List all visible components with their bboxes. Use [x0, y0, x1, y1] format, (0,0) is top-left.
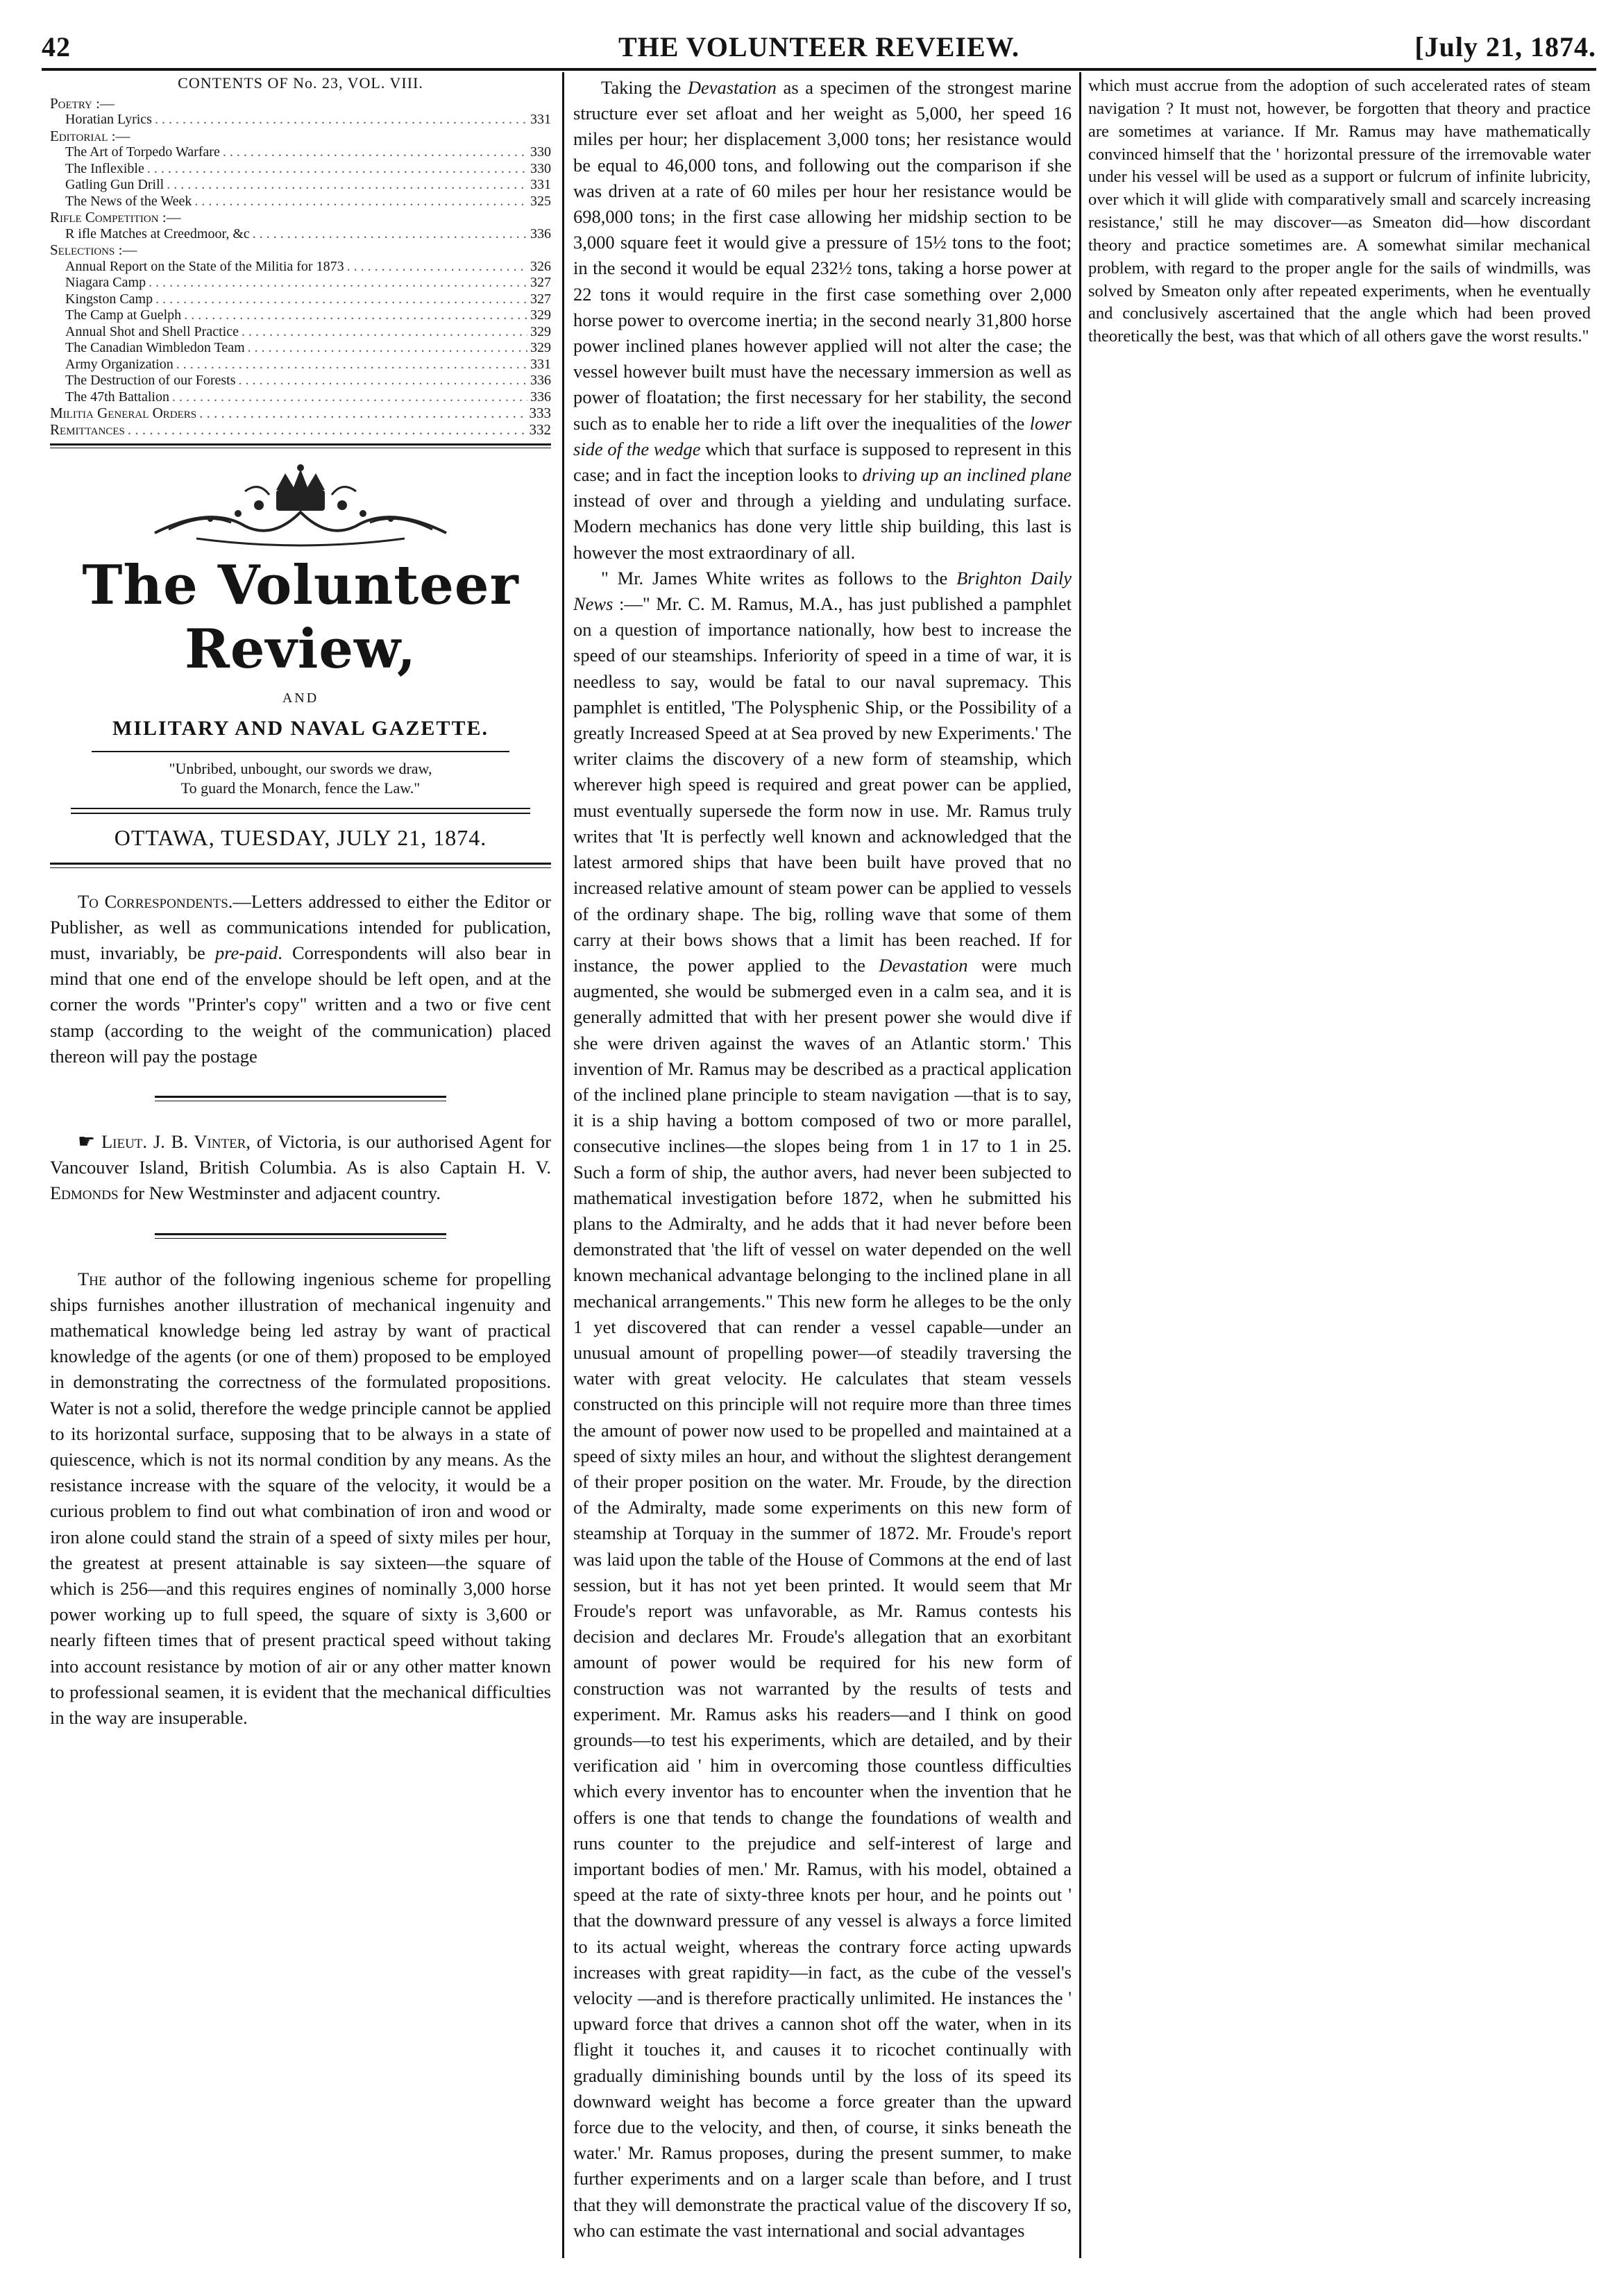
- contents-item: [50, 226, 551, 243]
- article-paragraph-continued: [1088, 75, 1591, 348]
- contents-item-page: 336: [530, 373, 551, 388]
- contents-item-label: The Destruction of our Forests: [65, 373, 236, 388]
- dateline-rule: [50, 863, 551, 868]
- article-paragraph: [573, 566, 1072, 2244]
- column-3: [1088, 75, 1591, 348]
- contents-item-label: The Camp at Guelph: [65, 307, 182, 323]
- contents-heading: Rifle Competition :—: [50, 209, 181, 226]
- masthead-motto: [50, 759, 551, 798]
- contents-item: [50, 194, 551, 210]
- contents-heading: Remittances: [50, 421, 125, 438]
- article-text: as a specimen of the strongest marine structure ever set afloat and her weight as 5,000, her speed 16 miles per hour; her displacement 3,000 tons; her resistance would be equal to 46,000 tons, and following out the comparison if she was driven at a rate of 60 miles per hour her resistance would be 698,000 tons; in the first case allowing her midship section to be 3,000 square feet it would give a pressure of 15½ tons to the foot; in the second it would be equal 232½ tons, taking a horse power at 22 tons it would require in the first case something over 2,000 horse power to overcome inertia; in the second nearly 31,800 horse power inclined planes however applied will not alter the case; the vessel however built must have the necessary immersion as well as power of floatation; the first necessary for her stability, the second such as to enable her to ride a lift over the inequalities of the: [573, 77, 1072, 434]
- contents-heading: Selections :—: [50, 241, 137, 258]
- header-rule: [42, 68, 1596, 71]
- contents-item-label: Army Organization: [65, 356, 174, 372]
- correspondents-notice: [50, 889, 551, 1069]
- contents-item-label: Horatian Lyrics: [65, 112, 152, 127]
- contents-item: [50, 307, 551, 324]
- agent-notice: [50, 1129, 551, 1207]
- contents-item-page: 329: [530, 340, 551, 355]
- contents-heading: Editorial :—: [50, 127, 130, 144]
- contents-heading-row: [50, 422, 551, 439]
- contents-item-page: 327: [530, 291, 551, 307]
- contents-item: [50, 259, 551, 275]
- contents-item: [50, 389, 551, 406]
- contents-item-page: 326: [530, 258, 551, 274]
- article-text: were much augmented, she would be submerged even in a calm sea, and it is generally admitted that with her present power she would dive if she were driven against the waves of an Atlantic storm.' This invention of Mr. Ramus may be described as a practical application of the inclined plane principle to steam navigation —that is to say, it is a ship having a bottom composed of two or more parallel, consecutive inclines—the slopes being from 1 in 17 to 1 in 25. Such a form of ship, the author avers, had never been subjected to mathematical investigation before 1872, when he submitted his plans to the Admiralty, and he adds that it had never before been demonstrated that 'the lift of vessel on water depended on the well known mechanical advantage belonging to the inclined plane in all mechanical arrangements." This new form he alleges to be the only 1 yet discovered that can render a vessel capable—under an unusual amount of propelling power—of steadily traversing the water with great velocity. He calculates that steam vessels constructed on this principle will not require more than three times the amount of power now used to be propelled and maintained at a speed of sixty miles an hour, and without the slightest derangement of their proper position on the water. Mr. Froude, by the direction of the Admiralty, made some experiments on this new form of steamship at Torquay in the summer of 1872. Mr. Froude's report was laid upon the table of the House of Commons at the end of last session, but it has not yet been printed. It would seem that Mr Froude's report was unfavorable, as Mr. Ramus contests his decision and declares Mr. Froude's allegation that an exorbitant amount of power would be required for his new form of construction was not warranted by the results of tests and experiment. Mr. Ramus asks his readers—and I think on good grounds—to test his experiments, which are detailed, and by their verification aid ' him in overcoming those countless difficulties which every inventor has to encounter when the invention that he offers is one that tends to change the foundations of wealth and runs counter to the prejudice and self-interest of large and important bodies of men.' Mr. Ramus, with his model, obtained a speed at the rate of sixty-three knots per hour, and he points out ' that the downward pressure of any vessel is always a force limited to its actual weight, whereas the contrary force acting upwards increases with great rapidity—in fact, as the cube of the vessel's velocity —and is therefore practically unlimited. He instances the ' upward force that drives a cannon shot off the water, when in its flight it touches it, and causes it to ricochet continually with gradually diminishing bounds until by the loss of its speed its downward weight has become a force greater than the upward force due to the velocity, and then, of course, it sinks beneath the water.' Mr. Ramus proposes, during the present summer, to make further experiments and on a larger scale than before, and I trust that they will demonstrate the practical value of the discovery If so, who can estimate the vast international and social advantages: [573, 954, 1072, 2241]
- contents-item-page: 331: [530, 112, 551, 127]
- agent-text: for New Westminster and adjacent country.: [118, 1182, 441, 1204]
- crown-ornament-icon: [127, 464, 474, 547]
- contents-item-label: The News of the Week: [65, 193, 192, 209]
- running-date: [July 21, 1874.: [1414, 31, 1596, 62]
- contents-item-label: The 47th Battalion: [65, 389, 169, 405]
- contents-box: [50, 75, 551, 438]
- contents-item-page: 331: [530, 356, 551, 372]
- correspondents-emphasis: pre-paid: [214, 942, 278, 964]
- contents-item: [50, 112, 551, 128]
- contents-item: [50, 275, 551, 291]
- contents-heading: Militia General Orders: [50, 405, 197, 421]
- contents-item-label: Gatling Gun Drill: [65, 177, 164, 192]
- correspondents-text: —Letters addressed to either the Editor or Publisher, as well as communications intended for publication, must, invariably, be: [50, 890, 551, 964]
- contents-item-page: 336: [530, 389, 551, 405]
- contents-item: [50, 291, 551, 308]
- contents-item-label: Kingston Camp: [65, 291, 153, 307]
- contents-item-page: 330: [530, 160, 551, 176]
- running-title: THE VOLUNTEER REVEIEW.: [618, 31, 1020, 62]
- article-emphasis: lower side of the wedge: [573, 412, 1072, 459]
- contents-item-label: The Canadian Wimbledon Team: [65, 340, 245, 355]
- dateline: OTTAWA, TUESDAY, JULY 21, 1874.: [114, 825, 487, 851]
- article-text: author of the following ingenious scheme for propelling ships furnishes another illustration of mechanical ingenuity and mathematical knowledge being led astray by want of practical knowledge of the agents (or one of them) proposed to be employed in demonstrating the correctness of the formulated propositions. Water is not a solid, therefore the wedge principle cannot be applied to its horizontal surface, supposing that to be always in a state of quiescence, which is not its normal condition by any means. As the resistance increase with the square of the velocity, it would be a curious problem to find out what combination of iron and wood or iron alone could stand the strain of a speed of sixty miles per hour, the greatest at present attainable is say sixteen—the square of which is 256—and this requires engines of nominally 3,000 horse power working up to full speed, the square of sixty is 3,600 or nearly fifteen times that of present practical speed without taking into account resistance by motion of air or any other matter known to professional seamen, it is evident that the mechanical difficulties in the way are insuperable.: [50, 1268, 551, 1729]
- article-text: instead of over and through a yielding and undulating surface. Modern mechanics has done very little ship building, this last is however the most extraordinary of all.: [573, 490, 1072, 563]
- agent-text: of Victoria, is our authorised Agent for Vancouver Island, British Columbia. As is also Captain H. V.: [50, 1131, 552, 1178]
- pointing-hand-icon: ☛: [78, 1131, 96, 1153]
- contents-item: [50, 373, 551, 389]
- masthead-and: AND: [282, 690, 319, 706]
- article-text: Taking the: [601, 77, 688, 98]
- contents-item-label: R ifle Matches at Creedmoor, &c: [65, 226, 250, 241]
- motto-line: To guard the Monarch, fence the Law.": [180, 779, 421, 797]
- contents-item-page: 336: [530, 226, 551, 241]
- contents-item: [50, 177, 551, 194]
- article-text: :—" Mr. C. M. Ramus, M.A., has just published a pamphlet on a question of importance nationally, how best to increase the speed of our steamships. Inferiority of speed in a time of war, it is needless to say, would be fatal to our naval supremacy. This pamphlet is entitled, 'The Polysphenic Ship, or the Possibility of a greatly Increased Speed at at Sea proved by new Experiments.' The writer claims the discovery of a new form of steamship, which wherever high speed is required and great power can be applied, must eventually supersede the form now in use. Mr. Ramus truly writes that 'It is perfectly well known and acknowledged that the latest armored ships that have been built have proved that no increased relative amount of steam power can be applied to vessels of the ordinary shape. The big, rolling wave that some of them carry at their bows shows that a limit has been reached. If for instance, the power applied to the: [573, 593, 1072, 976]
- article-emphasis: driving up an inclined plane: [862, 464, 1072, 486]
- contents-item-label: Annual Shot and Shell Practice: [65, 323, 239, 339]
- correspondents-text: . Correspondents will also bear in mind that one end of the envelope should be left open, and at the corner the words "Printer's copy" written and a two or five cent stamp (according to the weight of the communication) placed thereon will pay the postage: [50, 942, 551, 1067]
- column-rule-1: [562, 72, 564, 2258]
- contents-item: [50, 144, 551, 161]
- article-paragraph: [573, 75, 1072, 566]
- contents-item-label: The Inflexible: [65, 160, 144, 176]
- contents-title: CONTENTS OF No. 23, VOL. VIII.: [178, 74, 423, 92]
- motto-line: "Unbribed, unbought, our swords we draw,: [169, 760, 432, 778]
- column-2: [573, 75, 1072, 2244]
- contents-rule: [50, 443, 551, 446]
- contents-item-label: Niagara Camp: [65, 275, 146, 290]
- contents-item-page: 325: [530, 193, 551, 209]
- contents-item: [50, 161, 551, 178]
- contents-item-label: The Art of Torpedo Warfare: [65, 144, 220, 160]
- contents-item-page: 333: [529, 405, 551, 421]
- contents-item: [50, 324, 551, 341]
- column-1: [50, 75, 551, 1731]
- contents-item-page: 330: [530, 144, 551, 160]
- contents-heading-row: [50, 405, 551, 422]
- masthead-rule: [92, 751, 509, 752]
- contents-heading: Poetry :—: [50, 94, 115, 112]
- contents-item-page: 327: [530, 275, 551, 290]
- running-head: [42, 31, 1596, 64]
- contents-item-page: 329: [530, 323, 551, 339]
- section-rule: [155, 1096, 446, 1101]
- article-text: which that surface is supposed to represent in this case; and in fact the inception looks to: [573, 438, 1072, 486]
- contents-item: [50, 340, 551, 357]
- contents-item-page: 329: [530, 307, 551, 323]
- contents-item-page: 331: [530, 177, 551, 192]
- article-emphasis: Devastation: [687, 77, 777, 98]
- motto-rule: [71, 808, 530, 814]
- masthead-title: The Volunteer Review,: [82, 554, 519, 681]
- agent-lead: Lieut. J. B. Vinter,: [101, 1131, 251, 1153]
- article-lead: The: [78, 1268, 107, 1289]
- article-text: which must accrue from the adoption of such accelerated rates of steam navigation ? It must not, however, be forgotten that theory and practice are sometimes at variance. If Mr. Ramus may have mathematically convinced himself that the ' horizontal pressure of the irremovable water under his vessel will be used as a support or fulcrum of infinite lubricity, over which it will glide with comparatively small and scarcely increasing resistance,' still he may discover—as Smeaton did—how discordant theory and practice sometimes are. A somewhat similar mechanical problem, with regard to the proper angle for the sails of windmills, was solved by Smeaton only after repeated experiments, when he eventually and conclusively ascertained that the angle which had been proved theoretically the best, was that which of all others gave the worst results.": [1088, 76, 1591, 346]
- contents-item: [50, 357, 551, 373]
- agent-name: Edmonds: [50, 1182, 119, 1204]
- article-text: " Mr. James White writes as follows to the: [601, 567, 957, 588]
- correspondents-lead: To Correspondents.: [78, 890, 233, 912]
- contents-item-page: 332: [529, 421, 551, 438]
- article-emphasis: Brighton Daily News: [573, 567, 1072, 615]
- article-paragraph: [50, 1266, 551, 1731]
- page-number: 42: [42, 31, 71, 62]
- masthead-subtitle: MILITARY AND NAVAL GAZETTE.: [112, 717, 489, 740]
- article-emphasis: Devastation: [879, 954, 968, 976]
- column-rule-2: [1079, 72, 1081, 2258]
- contents-item-label: Annual Report on the State of the Militia for 1873: [65, 258, 344, 274]
- section-rule: [155, 1233, 446, 1239]
